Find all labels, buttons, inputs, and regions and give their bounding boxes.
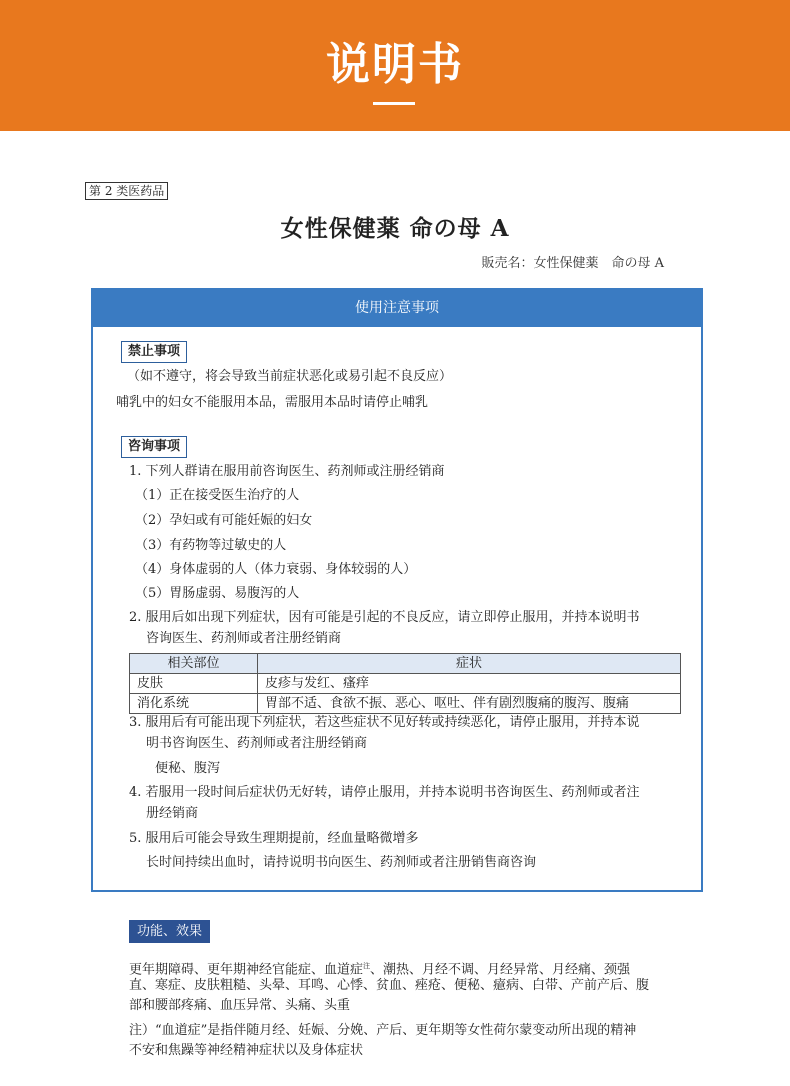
effects-note-line-2: 不安和焦躁等神经精神症状以及身体症状 [129,1043,364,1058]
table-header-cell: 症状 [258,654,681,674]
footnote-mark: 注 [363,962,371,970]
banner-title: 说明书 [326,39,464,90]
consult-item-1: 1. 下列人群请在服用前咨询医生、药剂师或注册经销商 [129,464,445,479]
table-cell: 皮肤 [130,674,258,694]
consult-item-2-line-2: 咨询医生、药剂师或者注册经销商 [146,631,342,646]
consult-sub-item: （3）有药物等过敏史的人 [135,538,287,553]
consult-item-3-symptoms: 便秘、腹泻 [155,761,221,776]
usage-notice-header: 使用注意事项 [93,290,701,327]
table-cell: 皮疹与发红、瘙痒 [258,674,681,694]
consult-item-2-line-1: 2. 服用后如出现下列症状，因有可能是引起的不良反应，请立即停止服用，并持本说明书 [129,610,640,625]
table-header-row [130,654,681,674]
consult-sub-item: （1）正在接受医生治疗的人 [135,488,300,503]
consult-sub-item: （5）胃肠虚弱、易腹泻的人 [135,586,300,601]
effects-line-1-start: 更年期障碍、更年期神经官能症、血道症 [129,962,364,978]
effects-line-2: 直、寒症、皮肤粗糙、头晕、耳鸣、心悸、贫血、痤疮、便秘、癔病、白带、产前产后、腹 [129,978,650,993]
document-title: 女性保健薬 命の母 A [280,215,510,242]
prohibit-text: 哺乳中的妇女不能服用本品，需服用本品时请停止哺乳 [116,395,429,410]
banner-underline [373,102,415,105]
prohibit-label: 禁止事项 [121,341,187,363]
consult-item-4-line-2: 册经销商 [146,806,199,821]
effects-note-line-1: 注）“血道症”是指伴随月经、妊娠、分娩、产后、更年期等女性荷尔蒙变动所出现的精神 [129,1023,637,1038]
effects-label: 功能、效果 [129,920,210,943]
consult-sub-item: （4）身体虚弱的人（体力衰弱、身体较弱的人） [135,562,417,577]
table-row [130,694,681,714]
table-header-cell: 相关部位 [130,654,258,674]
table-cell: 胃部不适、食欲不振、恶心、呕吐、伴有剧烈腹痛的腹泻、腹痛 [258,694,681,714]
sale-name: 販売名：女性保健薬 命の母 A [481,256,664,271]
consult-item-3-line-1: 3. 服用后有可能出现下列症状，若这些症状不见好转或持续恶化，请停止服用，并持本说 [129,715,640,730]
header-banner [0,0,790,131]
table-cell: 消化系统 [130,694,258,714]
consult-item-3-line-2: 明书咨询医生、药剂师或者注册经销商 [146,736,368,751]
table-row [130,674,681,694]
effects-line-1-rest: 、潮热、月经不调、月经异常、月经痛、颈强 [370,962,631,978]
symptom-table [129,653,681,714]
consult-sub-item: （2）孕妇或有可能妊娠的妇女 [135,513,313,528]
effects-line-3: 部和腰部疼痛、血压异常、头痛、头重 [129,998,351,1013]
drug-class-badge: 第 2 类医药品 [85,182,168,200]
consult-item-4-line-1: 4. 若服用一段时间后症状仍无好转，请停止服用，并持本说明书咨询医生、药剂师或者注 [129,785,640,800]
prohibit-note: （如不遵守，将会导致当前症状恶化或易引起不良反应） [127,369,453,384]
consult-item-5-sub: 长时间持续出血时，请持说明书向医生、药剂师或者注册销售商咨询 [146,855,537,870]
effects-line-1 [129,957,630,979]
consult-item-5: 5. 服用后可能会导致生理期提前，经血量略微增多 [129,831,419,846]
consult-label: 咨询事项 [121,436,187,458]
